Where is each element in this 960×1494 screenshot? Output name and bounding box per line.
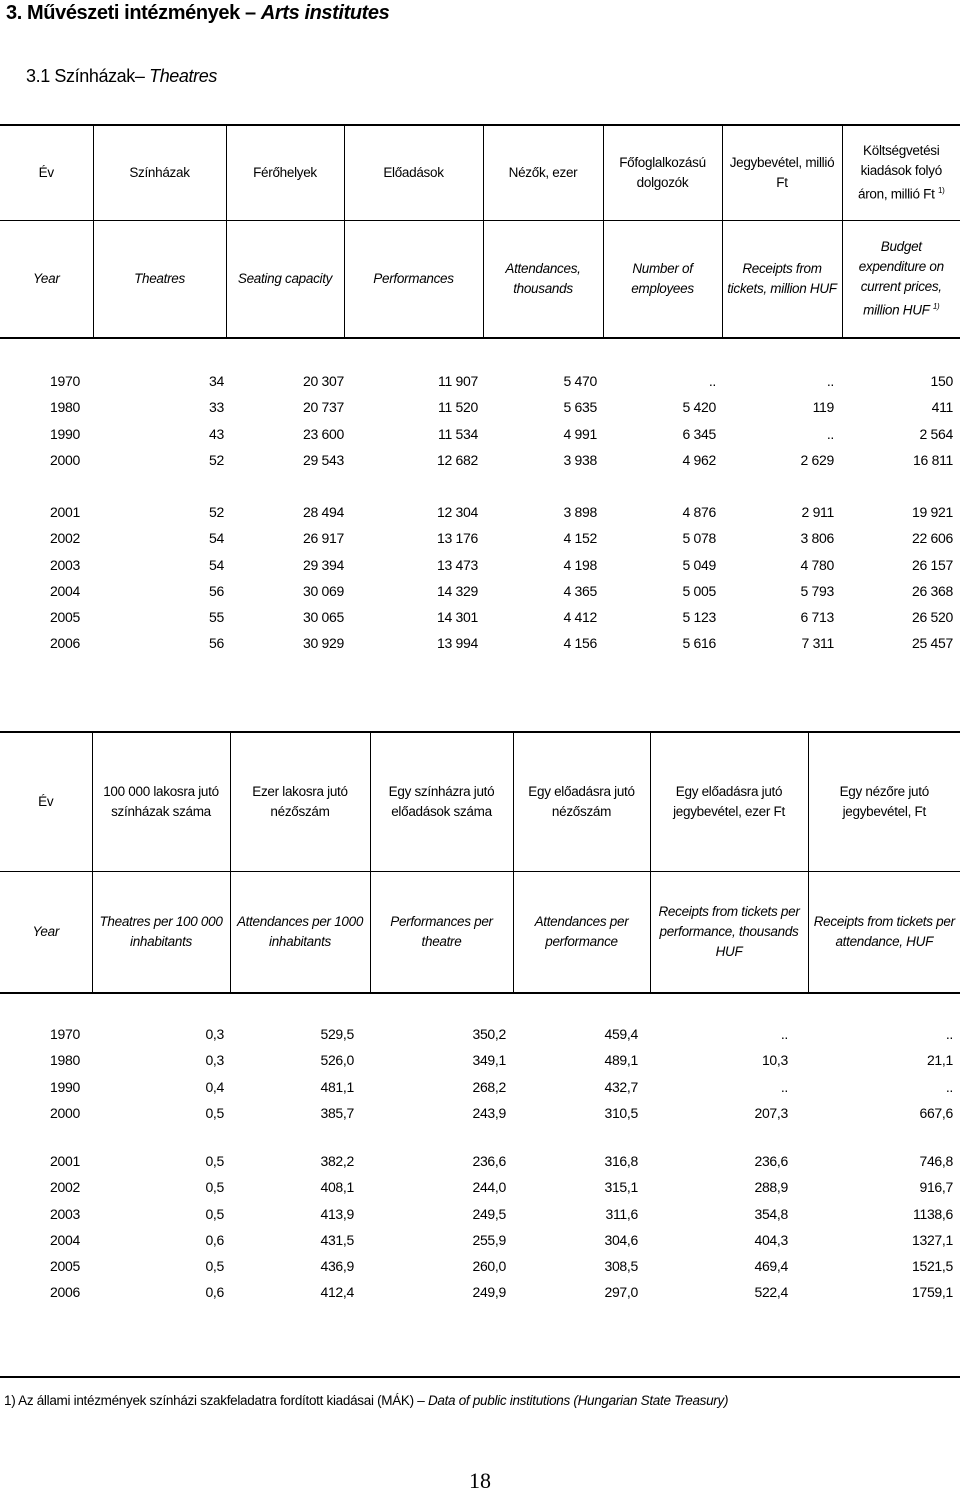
table-row [0, 1021, 960, 1047]
table-row [0, 1174, 960, 1200]
header-cell: Attendances per performance [513, 871, 650, 993]
header-cell: Egy előadásra jutó nézőszám [513, 732, 650, 871]
value-cell: 1759,1 [911, 1284, 953, 1301]
value-cell: .. [826, 373, 834, 389]
table-row [0, 1253, 960, 1279]
year-cell: 1970 [50, 373, 80, 389]
header-row-hungarian [0, 125, 960, 220]
value-cell: 3 898 [563, 504, 597, 520]
value-cell: 5 078 [682, 530, 716, 547]
value-cell: 350,2 [472, 1026, 506, 1042]
year-cell: 2005 [50, 1258, 80, 1275]
header-cell: Egy színházra jutó előadások száma [370, 732, 513, 871]
header-cell: Színházak [93, 125, 226, 220]
value-cell: 412,4 [320, 1284, 354, 1301]
value-cell: 30 065 [302, 609, 344, 626]
value-cell: 19 921 [911, 504, 953, 520]
value-cell: 0,3 [205, 1052, 224, 1069]
value-cell: .. [826, 425, 834, 442]
value-cell: 14 301 [436, 609, 478, 626]
value-cell: 315,1 [604, 1179, 638, 1196]
value-cell: 26 368 [911, 582, 953, 599]
table-row [0, 630, 960, 656]
theatres-rows-group-2 [0, 499, 960, 657]
year-cell: 2003 [50, 1205, 80, 1222]
indicators-header-table [0, 731, 960, 994]
year-cell: 1990 [50, 1078, 80, 1095]
value-cell: 5 420 [682, 399, 716, 416]
value-cell: 354,8 [754, 1205, 788, 1222]
table-row [0, 421, 960, 447]
value-cell: 297,0 [604, 1284, 638, 1301]
header-cell: Ezer lakosra jutó nézőszám [230, 732, 370, 871]
value-cell: 30 929 [302, 635, 344, 652]
value-cell: 459,4 [604, 1026, 638, 1042]
value-cell: .. [780, 1078, 788, 1095]
value-cell: 30 069 [302, 582, 344, 599]
table-row [0, 499, 960, 525]
value-cell: 54 [209, 556, 224, 573]
value-cell: 1327,1 [911, 1231, 953, 1248]
header-cell: Year [0, 220, 93, 338]
value-cell: 28 494 [302, 504, 344, 520]
value-cell: .. [945, 1026, 953, 1042]
value-cell: 11 534 [438, 425, 478, 442]
value-cell: 288,9 [754, 1179, 788, 1196]
value-cell: 26 157 [911, 556, 953, 573]
value-cell: 413,9 [320, 1205, 354, 1222]
header-cell: Receipts from tickets, million HUF [722, 220, 842, 338]
value-cell: 260,0 [472, 1258, 506, 1275]
value-cell: 12 682 [436, 451, 478, 468]
value-cell: 316,8 [604, 1153, 638, 1169]
value-cell: 0,4 [205, 1078, 224, 1095]
value-cell: 2 911 [801, 504, 834, 520]
value-cell: 436,9 [320, 1258, 354, 1275]
header-cell: Receipts from tickets per performance, thousands HUF [650, 871, 808, 993]
value-cell: 268,2 [472, 1078, 506, 1095]
header-cell: Seating capacity [226, 220, 344, 338]
value-cell: 33 [209, 399, 224, 416]
value-cell: 5 635 [563, 399, 597, 416]
value-cell: 408,1 [320, 1179, 354, 1196]
value-cell: 11 907 [438, 373, 478, 389]
subsection-heading: 3.1 Színházak– Theatres [26, 66, 217, 86]
value-cell: 746,8 [919, 1153, 953, 1169]
footnote: 1) Az állami intézmények színházi szakfeladatra fordított kiadásai (MÁK) – Data of public institutions (Hungarian State Treasury) [4, 1393, 729, 1408]
value-cell: 29 394 [302, 556, 344, 573]
year-cell: 2001 [50, 1153, 80, 1169]
value-cell: 244,0 [472, 1179, 506, 1196]
header-cell: Year [0, 871, 92, 993]
page-number: 18 [469, 1468, 491, 1493]
table-row [0, 1047, 960, 1073]
year-cell: 2001 [50, 504, 80, 520]
value-cell: 52 [209, 504, 224, 520]
value-cell: 1521,5 [911, 1258, 953, 1275]
header-cell: Performances per theatre [370, 871, 513, 993]
header-cell: Férőhelyek [226, 125, 344, 220]
value-cell: 0,5 [205, 1104, 224, 1121]
value-cell: 411 [931, 399, 953, 416]
table-row [0, 525, 960, 551]
table-row [0, 1201, 960, 1227]
table-row [0, 1074, 960, 1100]
year-cell: 2004 [50, 582, 80, 599]
value-cell: 6 713 [800, 609, 834, 626]
value-cell: 4 152 [563, 530, 597, 547]
year-cell: 2006 [50, 1284, 80, 1301]
value-cell: 34 [209, 373, 224, 389]
header-cell: Egy nézőre jutó jegybevétel, Ft [808, 732, 960, 871]
value-cell: 255,9 [472, 1231, 506, 1248]
value-cell: 522,4 [754, 1284, 788, 1301]
year-cell: 2000 [50, 451, 80, 468]
header-cell: Év [0, 732, 92, 871]
value-cell: 432,7 [604, 1078, 638, 1095]
value-cell: .. [945, 1078, 953, 1095]
value-cell: 5 049 [682, 556, 716, 573]
value-cell: 0,3 [205, 1026, 224, 1042]
value-cell: 4 198 [563, 556, 597, 573]
value-cell: 7 311 [801, 635, 834, 652]
year-cell: 1970 [50, 1026, 80, 1042]
header-cell: Number of employees [603, 220, 722, 338]
header-cell: Theatres per 100 000 inhabitants [92, 871, 230, 993]
header-row-english [0, 871, 960, 993]
value-cell: 667,6 [919, 1104, 953, 1121]
header-cell: Főfoglalkozású dolgozók [603, 125, 722, 220]
value-cell: 10,3 [761, 1052, 788, 1069]
year-cell: 1990 [50, 425, 80, 442]
table-row [0, 1100, 960, 1126]
table-row [0, 578, 960, 604]
value-cell: 916,7 [919, 1179, 953, 1196]
value-cell: 0,5 [205, 1153, 224, 1169]
theatres-header-table [0, 124, 960, 339]
section-heading: 3. Művészeti intézmények – Arts institutes [6, 2, 390, 24]
value-cell: 54 [209, 530, 224, 547]
table-row [0, 1279, 960, 1305]
value-cell: 207,3 [754, 1104, 788, 1121]
value-cell: 385,7 [320, 1104, 354, 1121]
value-cell: 11 520 [438, 399, 478, 416]
year-cell: 2000 [50, 1104, 80, 1121]
value-cell: 2 564 [919, 425, 953, 442]
value-cell: 526,0 [320, 1052, 354, 1069]
value-cell: 5 123 [682, 609, 716, 626]
value-cell: 5 793 [800, 582, 834, 599]
table-row [0, 394, 960, 420]
value-cell: 3 938 [563, 451, 597, 468]
header-cell: Receipts from tickets per attendance, HUF [808, 871, 960, 993]
value-cell: 5 616 [682, 635, 716, 652]
header-cell: Jegybevétel, millió Ft [722, 125, 842, 220]
value-cell: 0,6 [205, 1284, 224, 1301]
value-cell: 489,1 [604, 1052, 638, 1069]
value-cell: 43 [209, 425, 224, 442]
value-cell: 4 412 [563, 609, 597, 626]
header-row-english [0, 220, 960, 338]
header-cell: Attendances, thousands [483, 220, 603, 338]
value-cell: 5 005 [682, 582, 716, 599]
value-cell: 404,3 [754, 1231, 788, 1248]
indicators-rows-group-2 [0, 1148, 960, 1306]
header-cell-budget: Költségvetési kiadások folyó áron, millió Ft $^{1)}$ [842, 125, 960, 220]
value-cell: .. [708, 373, 716, 389]
value-cell: 5 470 [563, 373, 597, 389]
value-cell: 13 994 [436, 635, 478, 652]
header-cell: Év [0, 125, 93, 220]
year-cell: 2005 [50, 609, 80, 626]
value-cell: 119 [812, 399, 834, 416]
value-cell: 2 629 [800, 451, 834, 468]
value-cell: 0,5 [205, 1258, 224, 1275]
value-cell: 529,5 [320, 1026, 354, 1042]
value-cell: 382,2 [320, 1153, 354, 1169]
value-cell: 311,6 [605, 1205, 638, 1222]
value-cell: 21,1 [926, 1052, 953, 1069]
header-cell: Előadások [344, 125, 483, 220]
value-cell: 236,6 [472, 1153, 506, 1169]
value-cell: 150 [930, 373, 953, 389]
value-cell: 4 991 [563, 425, 597, 442]
value-cell: 4 780 [800, 556, 834, 573]
value-cell: 0,6 [205, 1231, 224, 1248]
year-cell: 2004 [50, 1231, 80, 1248]
value-cell: 308,5 [604, 1258, 638, 1275]
value-cell: 3 806 [800, 530, 834, 547]
value-cell: 20 307 [302, 373, 344, 389]
year-cell: 2006 [50, 635, 80, 652]
table-row [0, 604, 960, 630]
value-cell: 13 473 [436, 556, 478, 573]
header-cell: Theatres [93, 220, 226, 338]
indicators-rows-group-1 [0, 1021, 960, 1126]
value-cell: 243,9 [472, 1104, 506, 1121]
value-cell: 25 457 [911, 635, 953, 652]
footnote-rule [0, 1376, 960, 1378]
value-cell: 55 [209, 609, 224, 626]
value-cell: 13 176 [436, 530, 478, 547]
value-cell: 23 600 [302, 425, 344, 442]
value-cell: 6 345 [682, 425, 716, 442]
value-cell: 304,6 [604, 1231, 638, 1248]
value-cell: 26 520 [911, 609, 953, 626]
value-cell: 26 917 [302, 530, 344, 547]
value-cell: 0,5 [205, 1179, 224, 1196]
value-cell: 349,1 [472, 1052, 506, 1069]
value-cell: 431,5 [320, 1231, 354, 1248]
header-cell: Performances [344, 220, 483, 338]
header-cell: Nézők, ezer [483, 125, 603, 220]
value-cell: 481,1 [320, 1078, 354, 1095]
header-cell: Egy előadásra jutó jegybevétel, ezer Ft [650, 732, 808, 871]
header-row-hungarian [0, 732, 960, 871]
value-cell: 56 [209, 582, 224, 599]
header-cell: 100 000 lakosra jutó színházak száma [92, 732, 230, 871]
value-cell: 20 737 [302, 399, 344, 416]
table-row [0, 1148, 960, 1174]
value-cell: 22 606 [911, 530, 953, 547]
header-cell-budget: Budget expenditure on current prices, million HUF $^{1)}$ [842, 220, 960, 338]
value-cell: 1138,6 [913, 1205, 953, 1222]
value-cell: 249,9 [472, 1284, 506, 1301]
table-row [0, 447, 960, 473]
value-cell: .. [780, 1026, 788, 1042]
value-cell: 4 365 [563, 582, 597, 599]
value-cell: 4 876 [682, 504, 716, 520]
value-cell: 4 156 [563, 635, 597, 652]
year-cell: 1980 [50, 1052, 80, 1069]
value-cell: 16 811 [913, 451, 953, 468]
year-cell: 2002 [50, 1179, 80, 1196]
value-cell: 236,6 [754, 1153, 788, 1169]
year-cell: 2003 [50, 556, 80, 573]
value-cell: 29 543 [302, 451, 344, 468]
table-row [0, 552, 960, 578]
value-cell: 52 [209, 451, 224, 468]
table-row [0, 1227, 960, 1253]
value-cell: 4 962 [682, 451, 716, 468]
value-cell: 0,5 [205, 1205, 224, 1222]
header-cell: Attendances per 1000 inhabitants [230, 871, 370, 993]
value-cell: 310,5 [604, 1104, 638, 1121]
value-cell: 14 329 [436, 582, 478, 599]
year-cell: 2002 [50, 530, 80, 547]
value-cell: 56 [209, 635, 224, 652]
value-cell: 249,5 [472, 1205, 506, 1222]
value-cell: 469,4 [754, 1258, 788, 1275]
table-row [0, 368, 960, 394]
theatres-rows-group-1 [0, 368, 960, 473]
value-cell: 12 304 [436, 504, 478, 520]
year-cell: 1980 [50, 399, 80, 416]
